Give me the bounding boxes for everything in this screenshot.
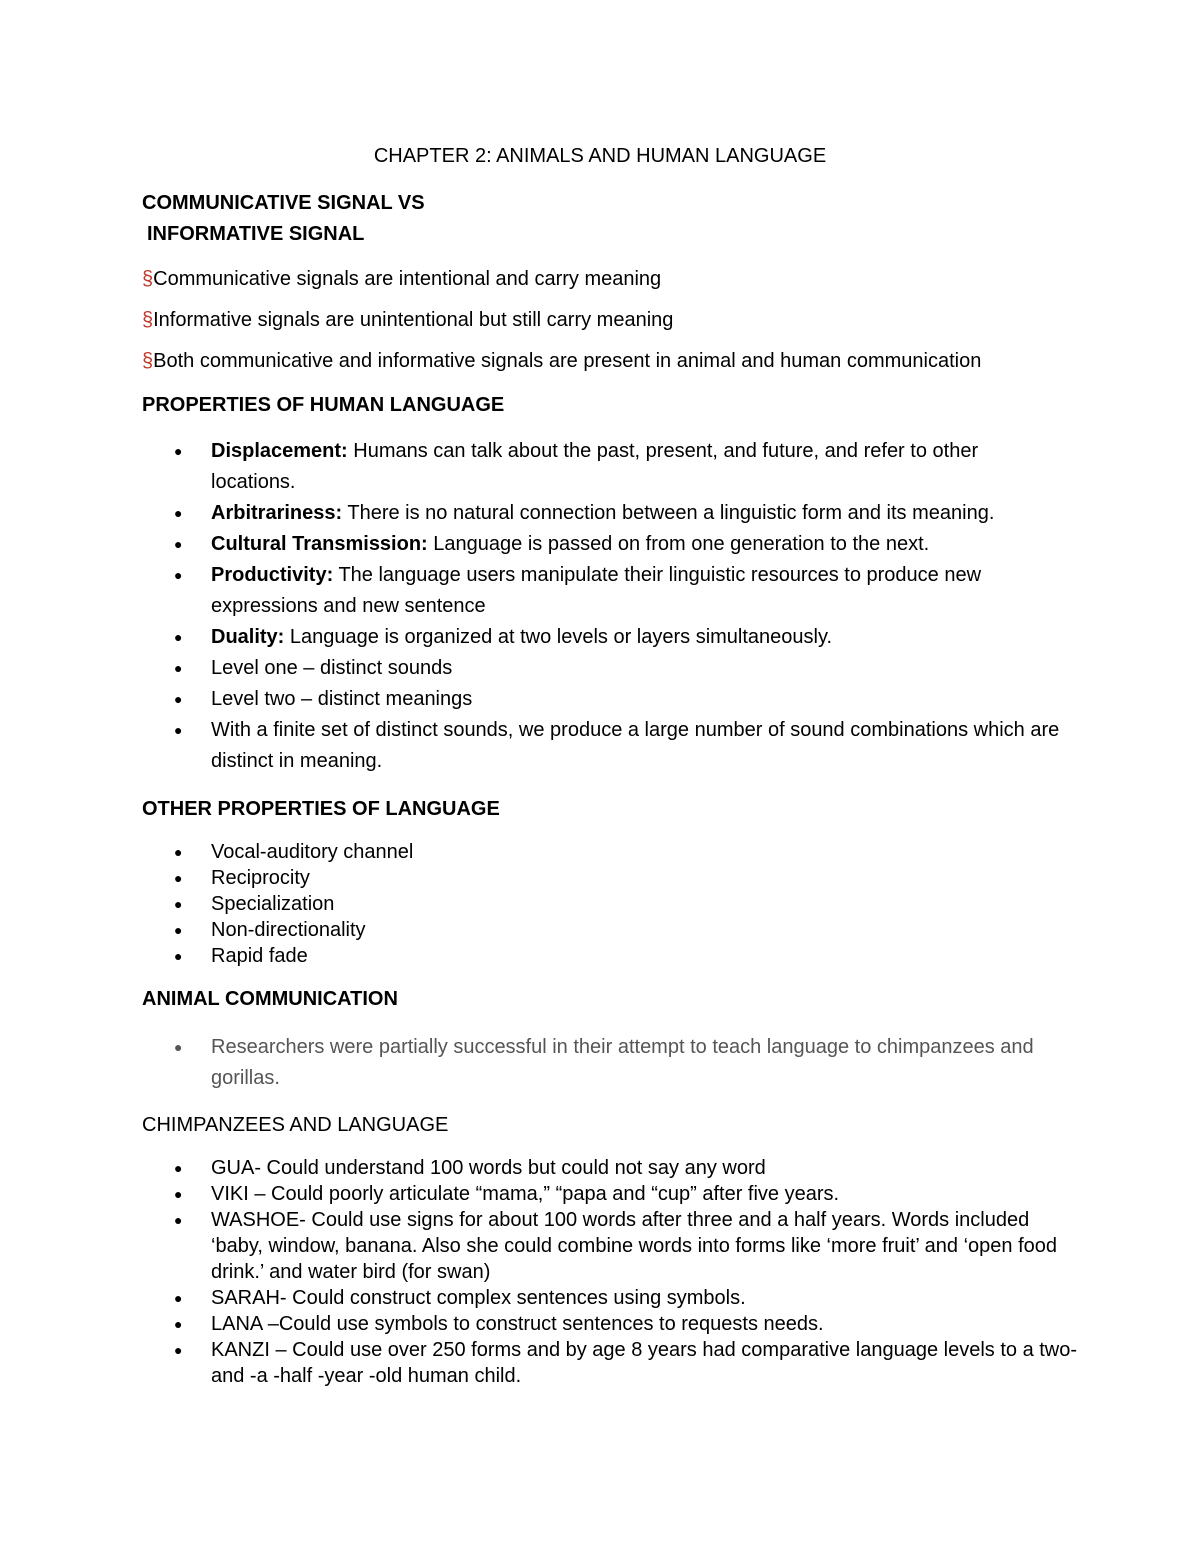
other-properties-heading: OTHER PROPERTIES OF LANGUAGE (142, 798, 500, 820)
list-item: ● Arbitrariness: There is no natural connection between a linguistic form and its meaning. (168, 498, 1068, 529)
list-item: ● Duality: Language is organized at two levels or layers simultaneously. (168, 622, 1068, 653)
list-item: ● Specialization (168, 891, 1068, 917)
properties-list (168, 436, 1068, 777)
signals-heading-line1: COMMUNICATIVE SIGNAL VS (142, 192, 425, 214)
page-title: CHAPTER 2: ANIMALS AND HUMAN LANGUAGE (373, 145, 827, 167)
list-item: ● LANA –Could use symbols to construct sentences to requests needs. (168, 1311, 1078, 1337)
chimpanzees-list (168, 1155, 1078, 1389)
animal-communication-heading: ANIMAL COMMUNICATION (142, 988, 398, 1010)
section-mark-icon: § (142, 268, 154, 290)
signal-item: §Communicative signals are intentional and carry meaning (142, 268, 662, 290)
signals-heading-line2: INFORMATIVE SIGNAL (147, 223, 365, 245)
list-item: ● Rapid fade (168, 943, 1068, 969)
list-item: ● Reciprocity (168, 865, 1068, 891)
section-mark-icon: § (142, 350, 154, 372)
list-item: ● Vocal-auditory channel (168, 839, 1068, 865)
properties-heading: PROPERTIES OF HUMAN LANGUAGE (142, 394, 505, 416)
list-item: ● WASHOE- Could use signs for about 100 words after three and a half years. Words included ‘baby, window, banana. Also she could combine words into forms like ‘more fruit’ and ‘open food drink.’ and water bird (for swan) (168, 1207, 1078, 1285)
list-item: ● Displacement: Humans can talk about the past, present, and future, and refer to other locations. (168, 436, 1068, 498)
section-mark-icon: § (142, 309, 154, 331)
list-item: ● GUA- Could understand 100 words but could not say any word (168, 1155, 1078, 1181)
chimpanzees-heading: CHIMPANZEES AND LANGUAGE (142, 1114, 449, 1136)
signal-item: §Informative signals are unintentional but still carry meaning (142, 309, 674, 331)
animal-communication-list (168, 1032, 1068, 1094)
list-item: ● KANZI – Could use over 250 forms and by age 8 years had comparative language levels to a two- and -a -half -year -old human child. (168, 1337, 1078, 1389)
signal-item: §Both communicative and informative signals are present in animal and human communication (142, 350, 982, 372)
list-item: ● Level two – distinct meanings (168, 684, 1068, 715)
list-item: ● Cultural Transmission: Language is passed on from one generation to the next. (168, 529, 1068, 560)
list-item: ● Researchers were partially successful in their attempt to teach language to chimpanzees and gorillas. (168, 1032, 1068, 1094)
list-item: ● VIKI – Could poorly articulate “mama,” “papa and “cup” after five years. (168, 1181, 1078, 1207)
list-item: ● SARAH- Could construct complex sentences using symbols. (168, 1285, 1078, 1311)
other-properties-list (168, 839, 1068, 969)
list-item: ● With a finite set of distinct sounds, we produce a large number of sound combinations which are distinct in meaning. (168, 715, 1068, 777)
list-item: ● Level one – distinct sounds (168, 653, 1068, 684)
list-item: ● Non-directionality (168, 917, 1068, 943)
list-item: ● Productivity: The language users manipulate their linguistic resources to produce new expressions and new sentence (168, 560, 1068, 622)
